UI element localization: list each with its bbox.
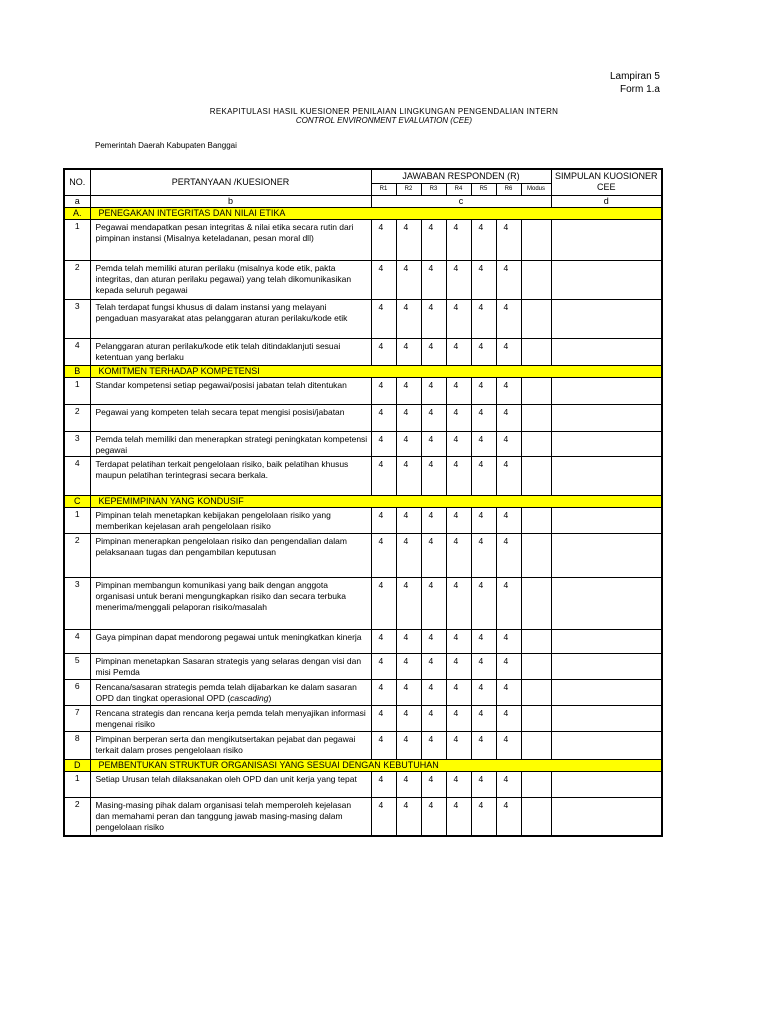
question-number: 6 xyxy=(64,679,90,705)
answer-r3: 4 xyxy=(421,507,446,533)
answer-r6: 4 xyxy=(496,705,521,731)
conclusion-cell xyxy=(551,771,662,797)
organization-name: Pemerintah Daerah Kabupaten Banggai xyxy=(95,141,237,150)
question-text: Pemda telah memiliki aturan perilaku (misalnya kode etik, pakta integritas, dan aturan perilaku pegawai) yang telah dikomunikasikan kepada seluruh pegawai xyxy=(90,260,371,299)
answer-r5: 4 xyxy=(471,260,496,299)
answer-modus xyxy=(521,299,551,338)
answer-r6: 4 xyxy=(496,533,521,577)
answer-r5: 4 xyxy=(471,456,496,495)
answer-r4: 4 xyxy=(446,404,471,431)
question-text: Pimpinan menerapkan pengelolaan risiko dan pengendalian dalam pelaksanaan tugas dan pengambilan keputusan xyxy=(90,533,371,577)
answer-r4: 4 xyxy=(446,219,471,260)
questionnaire-table xyxy=(63,168,663,837)
section-code: D xyxy=(64,759,90,771)
table-row xyxy=(64,797,662,836)
question-text: Setiap Urusan telah dilaksanakan oleh OPD dan unit kerja yang tepat xyxy=(90,771,371,797)
header-r1: R1 xyxy=(371,183,396,195)
answer-r6: 4 xyxy=(496,260,521,299)
table-row xyxy=(64,431,662,456)
question-number: 1 xyxy=(64,219,90,260)
header-r2: R2 xyxy=(396,183,421,195)
answer-r1: 4 xyxy=(371,404,396,431)
form-label: Form 1.a xyxy=(619,84,660,95)
answer-r3: 4 xyxy=(421,577,446,629)
table-row xyxy=(64,705,662,731)
conclusion-cell xyxy=(551,456,662,495)
answer-r4: 4 xyxy=(446,299,471,338)
answer-r3: 4 xyxy=(421,533,446,577)
header-no: NO. xyxy=(64,169,90,195)
answer-r1: 4 xyxy=(371,653,396,679)
question-text xyxy=(90,679,371,705)
answer-r6: 4 xyxy=(496,653,521,679)
answer-r5: 4 xyxy=(471,771,496,797)
section-code: C xyxy=(64,495,90,507)
header-answers: JAWABAN RESPONDEN (R) xyxy=(371,169,551,183)
question-text: Pegawai yang kompeten telah secara tepat mengisi posisi/jabatan xyxy=(90,404,371,431)
answer-r6: 4 xyxy=(496,219,521,260)
conclusion-cell xyxy=(551,629,662,653)
answer-r4: 4 xyxy=(446,377,471,404)
answer-r5: 4 xyxy=(471,507,496,533)
answer-r6: 4 xyxy=(496,431,521,456)
answer-r6: 4 xyxy=(496,577,521,629)
answer-modus xyxy=(521,260,551,299)
answer-r4: 4 xyxy=(446,533,471,577)
answer-r4: 4 xyxy=(446,431,471,456)
answer-r1: 4 xyxy=(371,771,396,797)
conclusion-cell xyxy=(551,653,662,679)
answer-r4: 4 xyxy=(446,338,471,365)
question-text: Pemda telah memiliki dan menerapkan strategi peningkatan kompetensi pegawai xyxy=(90,431,371,456)
question-text: Telah terdapat fungsi khusus di dalam instansi yang melayani pengaduan masyarakat atas pelanggaran aturan perilaku/kode etik xyxy=(90,299,371,338)
table-row xyxy=(64,507,662,533)
answer-r4: 4 xyxy=(446,507,471,533)
question-text: Pegawai mendapatkan pesan integritas & nilai etika secara rutin dari pimpinan instansi (Misalnya keteladanan, pesan moral dll) xyxy=(90,219,371,260)
header-conclusion: SIMPULAN KUOSIONER CEE xyxy=(551,169,662,195)
answer-r3: 4 xyxy=(421,797,446,836)
answer-r4: 4 xyxy=(446,653,471,679)
header-r4: R4 xyxy=(446,183,471,195)
answer-r6: 4 xyxy=(496,771,521,797)
answer-r1: 4 xyxy=(371,260,396,299)
table-row xyxy=(64,260,662,299)
section-code: B xyxy=(64,365,90,377)
conclusion-cell xyxy=(551,377,662,404)
question-text: Masing-masing pihak dalam organisasi telah memperoleh kejelasan dan memahami peran dan tanggung jawab masing-masing dalam pengelolaan risiko xyxy=(90,797,371,836)
section-code: A. xyxy=(64,207,90,219)
answer-r4: 4 xyxy=(446,577,471,629)
section-title: PENEGAKAN INTEGRITAS DAN NILAI ETIKA xyxy=(90,207,662,219)
table-row xyxy=(64,404,662,431)
table-row xyxy=(64,577,662,629)
answer-r6: 4 xyxy=(496,338,521,365)
answer-r5: 4 xyxy=(471,653,496,679)
table-row xyxy=(64,377,662,404)
section-title: KEPEMIMPINAN YANG KONDUSIF xyxy=(90,495,662,507)
header-r3: R3 xyxy=(421,183,446,195)
conclusion-cell xyxy=(551,533,662,577)
conclusion-cell xyxy=(551,507,662,533)
question-text: Standar kompetensi setiap pegawai/posisi jabatan telah ditentukan xyxy=(90,377,371,404)
document-title: REKAPITULASI HASIL KUESIONER PENILAIAN LINGKUNGAN PENGENDALIAN INTERN xyxy=(209,107,559,116)
answer-r5: 4 xyxy=(471,377,496,404)
answer-r2: 4 xyxy=(396,431,421,456)
document-subtitle: CONTROL ENVIRONMENT EVALUATION (CEE) xyxy=(295,116,473,125)
answer-r5: 4 xyxy=(471,219,496,260)
question-number: 2 xyxy=(64,797,90,836)
answer-r5: 4 xyxy=(471,533,496,577)
conclusion-cell xyxy=(551,679,662,705)
answer-r2: 4 xyxy=(396,377,421,404)
answer-r1: 4 xyxy=(371,797,396,836)
answer-r6: 4 xyxy=(496,797,521,836)
answer-r3: 4 xyxy=(421,404,446,431)
answer-r2: 4 xyxy=(396,533,421,577)
question-number: 1 xyxy=(64,771,90,797)
answer-modus xyxy=(521,338,551,365)
question-text: Rencana strategis dan rencana kerja pemda telah menyajikan informasi mengenai risiko xyxy=(90,705,371,731)
answer-modus xyxy=(521,629,551,653)
answer-modus xyxy=(521,797,551,836)
table-row xyxy=(64,629,662,653)
question-text: Terdapat pelatihan terkait pengelolaan risiko, baik pelatihan khusus maupun pelatihan terintegrasi secara berkala. xyxy=(90,456,371,495)
answer-r5: 4 xyxy=(471,731,496,759)
question-number: 7 xyxy=(64,705,90,731)
answer-r2: 4 xyxy=(396,404,421,431)
answer-modus xyxy=(521,431,551,456)
question-number: 8 xyxy=(64,731,90,759)
answer-modus xyxy=(521,219,551,260)
answer-r5: 4 xyxy=(471,404,496,431)
answer-r4: 4 xyxy=(446,771,471,797)
conclusion-cell xyxy=(551,260,662,299)
answer-r2: 4 xyxy=(396,219,421,260)
answer-r1: 4 xyxy=(371,299,396,338)
answer-r2: 4 xyxy=(396,705,421,731)
question-number: 4 xyxy=(64,629,90,653)
answer-r3: 4 xyxy=(421,731,446,759)
question-number: 3 xyxy=(64,577,90,629)
answer-r1: 4 xyxy=(371,533,396,577)
question-number: 2 xyxy=(64,533,90,577)
answer-r3: 4 xyxy=(421,679,446,705)
question-text-italic: cascading xyxy=(230,692,269,703)
answer-r2: 4 xyxy=(396,577,421,629)
answer-r1: 4 xyxy=(371,431,396,456)
question-number: 3 xyxy=(64,299,90,338)
answer-r3: 4 xyxy=(421,456,446,495)
conclusion-cell xyxy=(551,219,662,260)
answer-r4: 4 xyxy=(446,456,471,495)
answer-r1: 4 xyxy=(371,705,396,731)
table-row xyxy=(64,299,662,338)
answer-r5: 4 xyxy=(471,629,496,653)
answer-modus xyxy=(521,404,551,431)
answer-r3: 4 xyxy=(421,705,446,731)
answer-r1: 4 xyxy=(371,731,396,759)
header-r6: R6 xyxy=(496,183,521,195)
answer-r1: 4 xyxy=(371,577,396,629)
answer-r2: 4 xyxy=(396,299,421,338)
section-row xyxy=(64,207,662,219)
answer-r2: 4 xyxy=(396,653,421,679)
answer-r2: 4 xyxy=(396,679,421,705)
answer-r3: 4 xyxy=(421,299,446,338)
answer-r6: 4 xyxy=(496,629,521,653)
question-number: 4 xyxy=(64,338,90,365)
question-text: Pimpinan menetapkan Sasaran strategis yang selaras dengan visi dan misi Pemda xyxy=(90,653,371,679)
conclusion-cell xyxy=(551,797,662,836)
question-number: 1 xyxy=(64,377,90,404)
answer-r6: 4 xyxy=(496,731,521,759)
lampiran-label: Lampiran 5 xyxy=(609,71,660,82)
conclusion-cell xyxy=(551,705,662,731)
answer-r1: 4 xyxy=(371,507,396,533)
answer-modus xyxy=(521,377,551,404)
answer-r2: 4 xyxy=(396,797,421,836)
answer-r1: 4 xyxy=(371,456,396,495)
answer-r1: 4 xyxy=(371,338,396,365)
answer-r6: 4 xyxy=(496,404,521,431)
answer-r2: 4 xyxy=(396,338,421,365)
answer-r3: 4 xyxy=(421,219,446,260)
conclusion-cell xyxy=(551,731,662,759)
section-row xyxy=(64,495,662,507)
answer-r5: 4 xyxy=(471,679,496,705)
answer-modus xyxy=(521,456,551,495)
section-title: PEMBENTUKAN STRUKTUR ORGANISASI YANG SESUAI DENGAN KEBUTUHAN xyxy=(90,759,662,771)
answer-r5: 4 xyxy=(471,431,496,456)
question-text: Pimpinan telah menetapkan kebijakan pengelolaan risiko yang memberikan kejelasan arah pengelolaan risiko xyxy=(90,507,371,533)
answer-modus xyxy=(521,507,551,533)
answer-r3: 4 xyxy=(421,431,446,456)
section-row xyxy=(64,365,662,377)
question-text: Pimpinan membangun komunikasi yang baik dengan anggota organisasi untuk berani mengungkapkan risiko dan secara terbuka menerima/menggali pelaporan risiko/masalah xyxy=(90,577,371,629)
conclusion-cell xyxy=(551,577,662,629)
answer-r1: 4 xyxy=(371,219,396,260)
table-row xyxy=(64,338,662,365)
letter-d: d xyxy=(551,195,662,207)
header-question: PERTANYAAN /KUESIONER xyxy=(90,169,371,195)
answer-r6: 4 xyxy=(496,456,521,495)
answer-r5: 4 xyxy=(471,705,496,731)
answer-r6: 4 xyxy=(496,377,521,404)
answer-r1: 4 xyxy=(371,679,396,705)
letter-b: b xyxy=(90,195,371,207)
answer-modus xyxy=(521,731,551,759)
question-text-part: ) xyxy=(268,692,272,703)
conclusion-cell xyxy=(551,338,662,365)
table-row xyxy=(64,731,662,759)
conclusion-cell xyxy=(551,299,662,338)
answer-r1: 4 xyxy=(371,629,396,653)
conclusion-cell xyxy=(551,404,662,431)
answer-r5: 4 xyxy=(471,577,496,629)
question-text: Pimpinan berperan serta dan mengikutsertakan pejabat dan pegawai terkait dalam proses pengelolaan risiko xyxy=(90,731,371,759)
table-row xyxy=(64,771,662,797)
letter-a: a xyxy=(64,195,90,207)
answer-r2: 4 xyxy=(396,507,421,533)
answer-r2: 4 xyxy=(396,629,421,653)
answer-r4: 4 xyxy=(446,629,471,653)
answer-r3: 4 xyxy=(421,260,446,299)
question-text: Pelanggaran aturan perilaku/kode etik telah ditindaklanjuti sesuai ketentuan yang berlaku xyxy=(90,338,371,365)
answer-r4: 4 xyxy=(446,679,471,705)
answer-r3: 4 xyxy=(421,377,446,404)
answer-r2: 4 xyxy=(396,456,421,495)
answer-r1: 4 xyxy=(371,377,396,404)
table-row xyxy=(64,219,662,260)
question-number: 2 xyxy=(64,404,90,431)
answer-r6: 4 xyxy=(496,507,521,533)
table-row xyxy=(64,653,662,679)
answer-r3: 4 xyxy=(421,629,446,653)
answer-modus xyxy=(521,653,551,679)
answer-r3: 4 xyxy=(421,771,446,797)
answer-r6: 4 xyxy=(496,679,521,705)
letter-c: c xyxy=(371,195,551,207)
conclusion-cell xyxy=(551,431,662,456)
question-number: 4 xyxy=(64,456,90,495)
answer-modus xyxy=(521,533,551,577)
answer-r3: 4 xyxy=(421,338,446,365)
answer-r5: 4 xyxy=(471,338,496,365)
table-row xyxy=(64,533,662,577)
header-r5: R5 xyxy=(471,183,496,195)
question-number: 1 xyxy=(64,507,90,533)
answer-r4: 4 xyxy=(446,260,471,299)
answer-modus xyxy=(521,771,551,797)
answer-r3: 4 xyxy=(421,653,446,679)
answer-r2: 4 xyxy=(396,771,421,797)
answer-modus xyxy=(521,577,551,629)
answer-r5: 4 xyxy=(471,797,496,836)
answer-modus xyxy=(521,705,551,731)
question-text-part: Rencana/sasaran strategis pemda telah dijabarkan ke dalam sasaran OPD dan tingkat operasional OPD ( xyxy=(95,681,357,703)
question-number: 5 xyxy=(64,653,90,679)
question-number: 2 xyxy=(64,260,90,299)
section-row xyxy=(64,759,662,771)
answer-r2: 4 xyxy=(396,260,421,299)
question-text: Gaya pimpinan dapat mendorong pegawai untuk meningkatkan kinerja xyxy=(90,629,371,653)
question-number: 3 xyxy=(64,431,90,456)
table-row xyxy=(64,456,662,495)
answer-r4: 4 xyxy=(446,797,471,836)
answer-r2: 4 xyxy=(396,731,421,759)
answer-r6: 4 xyxy=(496,299,521,338)
table-row xyxy=(64,679,662,705)
answer-r4: 4 xyxy=(446,705,471,731)
header-modus: Modus xyxy=(521,183,551,195)
answer-modus xyxy=(521,679,551,705)
section-title: KOMITMEN TERHADAP KOMPETENSI xyxy=(90,365,662,377)
answer-r4: 4 xyxy=(446,731,471,759)
answer-r5: 4 xyxy=(471,299,496,338)
